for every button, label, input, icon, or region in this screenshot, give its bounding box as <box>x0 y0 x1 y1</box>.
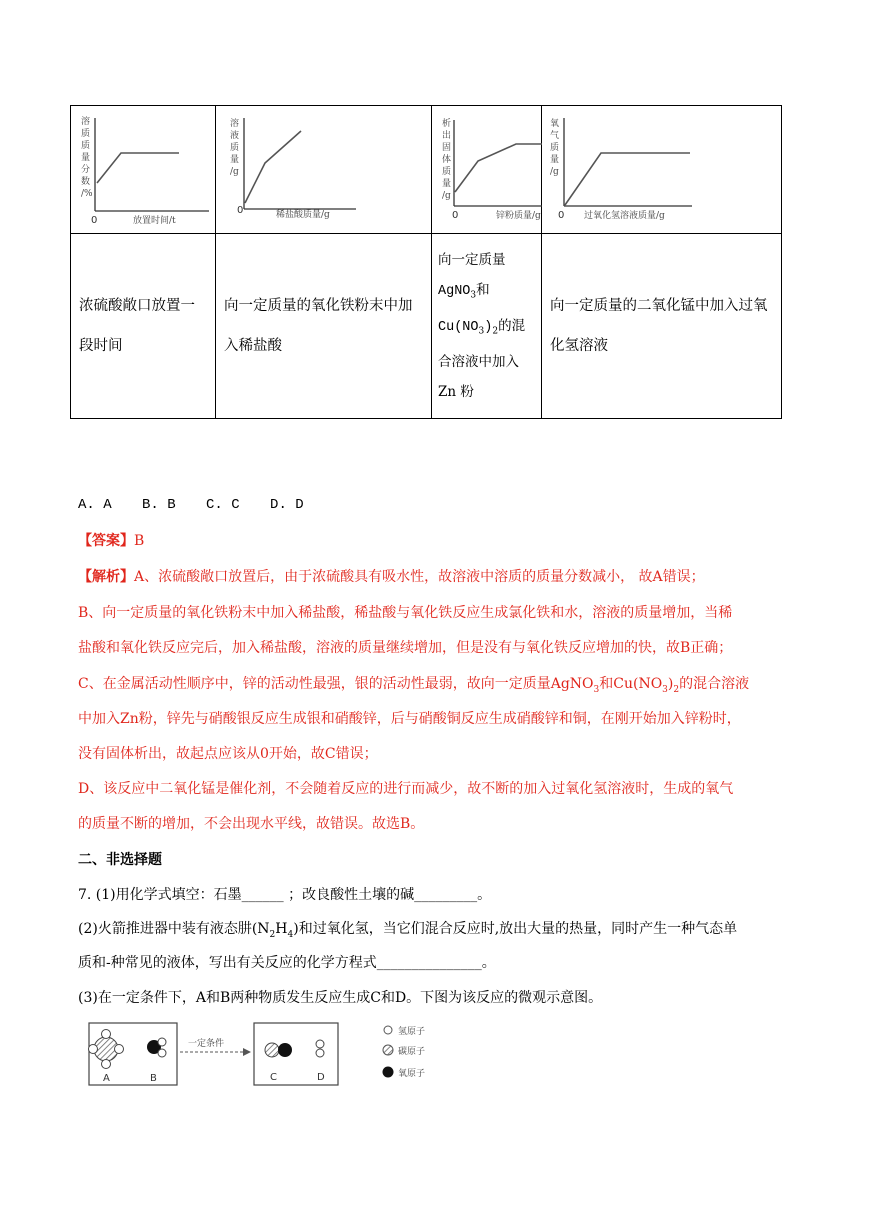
option-a-description: 浓硫酸敞口放置一段时间 <box>71 234 216 419</box>
svg-text:量: 量 <box>442 179 452 189</box>
svg-text:量: 量 <box>550 155 560 165</box>
svg-text:/g: /g <box>442 191 451 201</box>
option-c: C. C <box>206 497 240 513</box>
answer-value: B <box>134 533 145 549</box>
graph-c-x-label: 锌粉质量/g <box>496 211 541 221</box>
svg-text:质: 质 <box>550 143 560 153</box>
question-table <box>70 105 782 419</box>
graph-b-x-label: 稀盐酸质量/g <box>276 210 330 220</box>
graph-b-origin: 0 <box>237 205 244 216</box>
svg-text:质: 质 <box>230 143 240 153</box>
molecule-c <box>265 1043 292 1057</box>
graph-c <box>432 106 542 234</box>
analysis-b2: 盐酸和氧化铁反应完后，加入稀盐酸，溶液的质量继续增加，但是没有与氧化铁反应增加的快，故B正确； <box>78 640 733 656</box>
graph-d-x-label: 过氧化氢溶液质量/g <box>584 211 665 221</box>
q7-line-4: (3)在一定条件下，A和B两种物质发生反应生成C和D。下图为该反应的微观示意图。 <box>78 990 603 1006</box>
legend-hydrogen: 氢原子 <box>398 1027 426 1037</box>
q7-line-3: 质和-种常见的液体，写出有关反应的化学方程式_______________。 <box>78 955 496 971</box>
svg-text:固: 固 <box>442 143 452 153</box>
graph-d <box>542 106 782 234</box>
svg-text:气: 气 <box>550 131 560 141</box>
label-d: D <box>317 1072 325 1083</box>
graph-a-origin: 0 <box>91 215 98 226</box>
graph-a-y-label: 溶 <box>81 117 91 127</box>
svg-text:体: 体 <box>442 155 452 165</box>
legend-oxygen: 氧原子 <box>398 1069 426 1079</box>
svg-text:量: 量 <box>230 155 240 165</box>
label-c: C <box>270 1072 277 1083</box>
analysis-d2: 的质量不断的增加，不会出现水平线，故错误。故选B。 <box>78 816 425 832</box>
option-a: A. A <box>78 497 112 513</box>
arrow-label: 一定条件 <box>188 1039 225 1049</box>
q7-line-2: (2)火箭推进器中装有液态肼$(N_2H_4)$和过氧化氢，当它们混合反应时,放出大量的热量，同时产生一种气态单 <box>78 921 738 940</box>
svg-text:质: 质 <box>81 129 91 139</box>
svg-text:/g: /g <box>550 167 559 177</box>
svg-text:质: 质 <box>442 167 452 177</box>
answer-tag: 【答案】 <box>78 533 134 549</box>
option-d: D. D <box>270 497 304 513</box>
svg-text:出: 出 <box>442 131 452 141</box>
molecule-d <box>316 1040 324 1057</box>
answer-options <box>78 497 326 513</box>
svg-text:/g: /g <box>230 167 239 177</box>
svg-text:分: 分 <box>81 165 91 175</box>
molecule-a <box>89 1030 124 1069</box>
molecule-b <box>147 1038 166 1057</box>
legend-carbon: 碳原子 <box>398 1047 426 1057</box>
graph-b-y-label: 溶 <box>230 119 240 129</box>
svg-text:数: 数 <box>81 177 91 187</box>
section-heading: 二、非选择题 <box>78 852 162 868</box>
graph-a-x-label: 放置时间/t <box>133 216 176 226</box>
analysis-b1: B、向一定质量的氧化铁粉末中加入稀盐酸，稀盐酸与氧化铁反应生成氯化铁和水，溶液的质量增加，当稀 <box>78 605 733 621</box>
option-d-description: 向一定质量的二氧化锰中加入过氧化氢溶液 <box>542 234 782 419</box>
svg-text:/%: /% <box>81 189 93 199</box>
label-b: B <box>150 1073 157 1084</box>
reaction-diagram <box>88 1020 460 1096</box>
analysis-a: 【解析】A、浓硫酸敞口放置后，由于浓硫酸具有吸水性，故溶液中溶质的质量分数减小， 故A错误； <box>78 569 705 585</box>
analysis-c1: C、在金属活动性顺序中，锌的活动性最强，银的活动性最弱，故向一定质量AgNO$_3$和$Cu(NO_3)_2$的混合溶液 <box>78 676 750 695</box>
label-a: A <box>103 1073 110 1084</box>
graph-d-origin: 0 <box>558 210 565 221</box>
svg-text:质: 质 <box>81 141 91 151</box>
analysis-c2: 中加入Zn粉，锌先与硝酸银反应生成银和硝酸锌，后与硝酸铜反应生成硝酸锌和铜，在刚开始加入锌粉时， <box>78 711 741 727</box>
graph-c-origin: 0 <box>452 210 459 221</box>
analysis-tag: 【解析】 <box>78 569 134 585</box>
graph-b <box>216 106 432 234</box>
q7-line-1: 7. (1)用化学式填空：石墨______ ；改良酸性土壤的碱_________。 <box>78 887 492 903</box>
option-b-description: 向一定质量的氧化铁粉末中加入稀盐酸 <box>216 234 432 419</box>
analysis-c3: 没有固体析出，故起点应该从0开始，故C错误； <box>78 746 378 762</box>
graph-c-y-label: 析 <box>442 119 452 129</box>
analysis-d1: D、该反应中二氧化锰是催化剂，不会随着反应的进行而减少，故不断的加入过氧化氢溶液时，生成的氧气 <box>78 781 734 797</box>
answer-line <box>78 530 144 550</box>
legend <box>383 1025 426 1079</box>
svg-text:液: 液 <box>230 131 240 141</box>
option-b: B. B <box>142 497 176 513</box>
option-c-description: 向一定质量 AgNO$_3$和 $Cu(NO_3)_2$的混 合溶液中加入 Zn 粉 <box>432 234 542 419</box>
graph-d-y-label: 氧 <box>550 119 560 129</box>
graph-a <box>71 106 216 234</box>
svg-text:量: 量 <box>81 153 91 163</box>
